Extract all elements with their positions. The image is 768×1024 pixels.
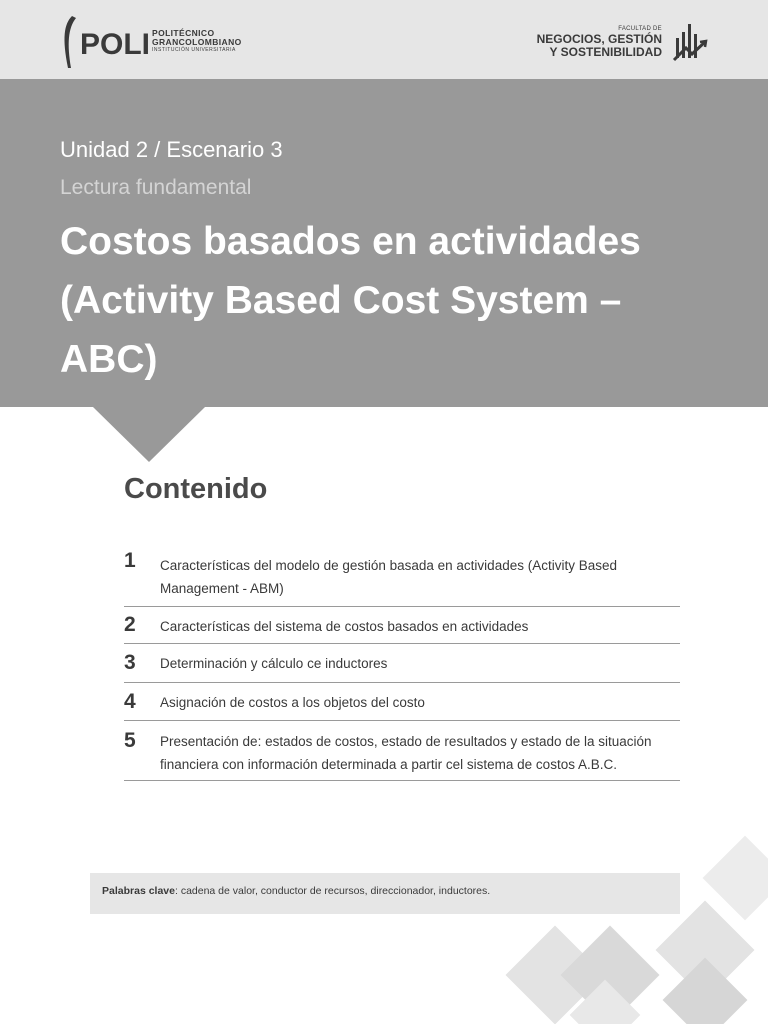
faculty-small-label: FACULTAD DE	[618, 26, 662, 32]
keywords-text: : cadena de valor, conductor de recursos, direccionador, inductores.	[174, 885, 491, 897]
poli-line1: POLITÉCNICO	[152, 28, 215, 38]
poli-line2: GRANCOLOMBIANO	[152, 36, 242, 47]
toc-item-4[interactable]	[124, 683, 680, 721]
title-line-3: ABC)	[60, 338, 158, 381]
toc-item-1[interactable]	[124, 545, 680, 607]
toc-number: 5	[124, 729, 136, 752]
toc-text: Asignación de costos a los objetos del costo	[160, 695, 425, 710]
poli-institution-name	[152, 29, 242, 53]
faculty-chart-icon	[672, 22, 708, 62]
toc-number: 3	[124, 651, 136, 674]
page-title	[60, 212, 700, 389]
top-bar	[0, 0, 768, 79]
toc-item-3[interactable]	[124, 644, 680, 683]
faculty-logo	[528, 22, 708, 66]
keywords-label: Palabras clave	[102, 885, 175, 897]
poli-wordmark: POLI	[80, 28, 151, 61]
unit-label: Unidad 2 / Escenario 3	[60, 137, 283, 162]
toc-text: Presentación de: estados de costos, estado de resultados y estado de la situación financiera con información determinada a partir cel sistema de costos A.B.C.	[160, 734, 652, 772]
toc-text: Determinación y cálculo ce inductores	[160, 656, 388, 671]
faculty-line1: NEGOCIOS, GESTIÓN	[536, 31, 662, 46]
faculty-line2: Y SOSTENIBILIDAD	[549, 44, 662, 59]
decorative-diamonds-icon	[480, 820, 768, 1024]
table-of-contents	[124, 545, 680, 781]
toc-number: 2	[124, 613, 136, 636]
toc-text: Características del modelo de gestión basada en actividades (Activity Based Management - ABM)	[160, 558, 617, 596]
toc-item-2[interactable]	[124, 607, 680, 644]
faculty-name	[537, 26, 662, 59]
toc-number: 1	[124, 549, 136, 572]
poli-logo-mark-icon	[60, 14, 80, 70]
toc-text: Características del sistema de costos basados en actividades	[160, 619, 529, 634]
reading-type-label: Lectura fundamental	[60, 176, 252, 199]
poli-line3: INSTITUCIÓN UNIVERSITARIA	[152, 46, 236, 53]
poli-logo	[60, 14, 250, 70]
hero-pointer	[93, 407, 205, 462]
toc-number: 4	[124, 690, 136, 713]
contents-heading: Contenido	[124, 473, 268, 505]
title-line-1: Costos basados en actividades	[60, 220, 641, 263]
title-line-2: (Activity Based Cost System –	[60, 279, 622, 322]
toc-item-5[interactable]	[124, 721, 680, 781]
